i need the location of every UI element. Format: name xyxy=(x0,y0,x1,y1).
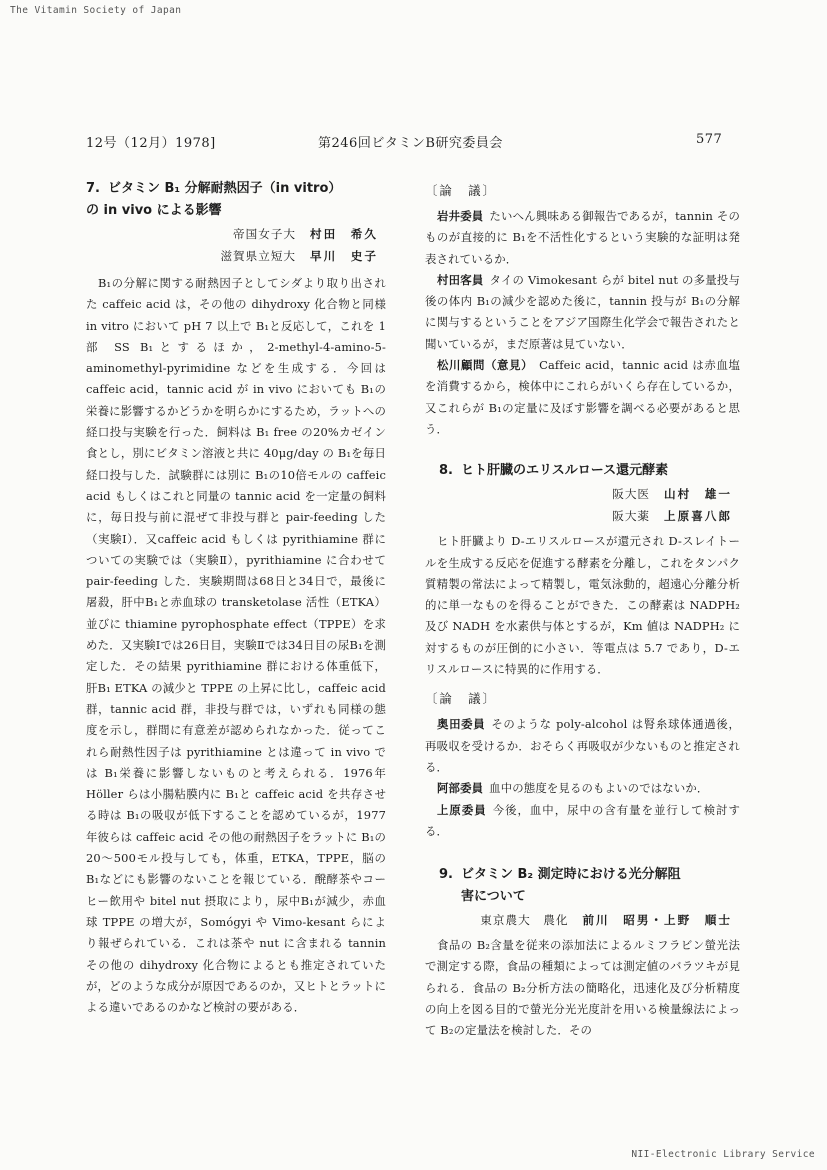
discussion-entry xyxy=(425,778,740,799)
remark: タイの Vimokesant らが bitel nut の多量投与後の体内 B₁の減少を認めた後に，tannin 投与が B₁の分解に関与するということをアジア国際生化学会で報告されたと聞いているが，まだ原著は見ていない． xyxy=(425,272,740,351)
section-9-title-line1: ビタミン B₂ 測定時における光分解阻 xyxy=(461,867,681,883)
author-row xyxy=(86,223,386,245)
discussion-8 xyxy=(425,714,740,842)
remark: そのような poly-alcohol は腎糸球体通過後，再吸収を受けるか．おそらく再吸収が少ないものと推定される． xyxy=(425,717,740,774)
author-name: 山村 雄一 xyxy=(664,487,732,502)
spacer xyxy=(425,842,740,864)
discussion-heading: 〔論 議〕 xyxy=(425,691,497,707)
discussion-entry xyxy=(425,800,740,843)
page-number: 577 xyxy=(696,132,723,147)
discussion-entry xyxy=(425,355,740,440)
author-name: 上原喜八郎 xyxy=(664,509,732,524)
author-affiliation: 帝国女子大 xyxy=(233,227,297,241)
author-row xyxy=(425,909,740,931)
society-watermark: The Vitamin Society of Japan xyxy=(10,5,182,16)
section-7-title-line1: ビタミン B₁ 分解耐熱因子（in vitro） xyxy=(108,181,342,196)
author-affiliation: 阪大薬 xyxy=(612,509,651,524)
discussion-entry xyxy=(425,270,740,355)
author-affiliation: 東京農大 農化 xyxy=(480,913,569,928)
section-9-authors xyxy=(425,909,740,931)
section-8-body: ヒト肝臓より D-エリスルロースが還元され D-スレイトールを生成する反応を促進する酵素を分離し，これをタンパク質精製の常法によって精製し，電気泳動的，超遠心分離分析的に単一なものを得ることができた．この酵素は NADPH₂ 及び NADH を水素供与体とするが，Km 値は NADPH₂ に対するものが圧倒的に小さい．等電点は 5.7 であり，D-エリスルロースに特異的に作用する． xyxy=(425,534,740,677)
author-name: 前川 昭男・上野 順士 xyxy=(582,913,732,928)
discussion-entry xyxy=(425,714,740,778)
speaker: 奥田委員 xyxy=(437,717,486,732)
speaker: 上原委員 xyxy=(437,802,487,817)
spacer xyxy=(425,440,740,460)
discussion-heading: 〔論 議〕 xyxy=(425,183,497,198)
author-row xyxy=(425,483,740,505)
section-7-authors xyxy=(86,223,386,267)
section-9-title xyxy=(425,864,740,886)
section-8-number: 8. xyxy=(439,463,453,479)
section-7-title xyxy=(86,178,386,200)
library-watermark: NII-Electronic Library Service xyxy=(631,1149,815,1160)
remark: 血中の態度を見るのもよいのではないか． xyxy=(489,781,709,796)
author-name: 村田 希久 xyxy=(310,227,378,241)
right-column xyxy=(425,178,740,1042)
section-9-number: 9. xyxy=(439,867,453,883)
discussion-entry xyxy=(425,206,740,270)
author-row xyxy=(86,245,386,267)
speaker: 岩井委員 xyxy=(437,209,484,223)
section-7-title-line2: の in vivo による影響 xyxy=(86,203,222,218)
author-name: 早川 史子 xyxy=(310,249,378,263)
speaker: 村田客員 xyxy=(437,272,484,287)
section-9-body: 食品の B₂含量を従来の添加法によるルミフラビン螢光法で測定する際，食品の種類によっては測定値のバラツキが見られる．食品の B₂分析方法の簡略化，迅速化及び分析精度の向上を図る目的で螢光分光光度計を用いる検量線法によって B₂の定量法を検討した．その xyxy=(425,938,740,1038)
section-7-number: 7. xyxy=(86,181,100,196)
speaker: 松川顧問（意見） xyxy=(437,358,534,373)
section-9-title-line2: 害について xyxy=(461,889,526,905)
remark: Caffeic acid，tannic acid は赤血塩を消費するから，検体中にこれらがいくら存在しているか，又これらが B₁の定量に及ぼす影響を調べる必要があると思う． xyxy=(425,358,740,436)
remark: 今後，血中，尿中の含有量を並行して検討する． xyxy=(425,802,740,838)
section-8-authors xyxy=(425,483,740,527)
author-affiliation: 阪大医 xyxy=(612,487,651,502)
author-affiliation: 滋賀県立短大 xyxy=(220,249,297,263)
issue-label: 12号（12月）1978] xyxy=(86,136,216,151)
author-row xyxy=(425,505,740,527)
section-7-body: B₁の分解に関する耐熱因子としてシダより取り出された caffeic acid は，その他の dihydroxy 化合物と同様 in vitro において pH 7 以上で B₁と反応して，これを 1 部 SS B₁とするほか，2-methyl-4-amino-5-aminomethyl-pyrimidine などを生成する．今回は caffeic acid，tannic acid が in vivo においても B₁の栄養に影響するかどうかを明らかにするため，ラットへの経口投与実験を行った．飼料は B₁ free の20%カゼイン食とし，別にビタミン溶液と共に 40μg/day の B₁を毎日経口投与した．試験群には別に B₁の10倍モルの caffeic acid もしくはこれと同量の tannic acid を一定量の飼料に，毎日投与前に混ぜて非投与群と pair-feeding した（実験Ⅰ）．又caffeic acid もしくは pyrithiamine 群についての実験では（実験Ⅱ），pyrithiamine に合わせて pair-feeding した．実験期間は68日と34日で，最後に屠殺，肝中B₁と赤血球の transketolase 活性（ETKA）並びに thiamine pyrophosphate effect（TPPE）を求めた．又実験Ⅰでは26日目，実験Ⅱでは34日目の尿B₁を測定した．その結果 pyrithiamine 群における体重低下，肝B₁ ETKA の減少と TPPE の上昇に比し，caffeic acid 群，tannic acid 群，非投与群では，いずれも同様の態度を示し，群間に有意差が認められなかった．従ってこれら耐熱性因子は pyrithiamine とは違って in vivo では B₁栄養に影響しないものと考えられる．1976年 Höller らは小腸粘膜内に B₁と caffeic acid を共存させる時は B₁の吸収が低下することを認めているが，1977年彼らは caffeic acid その他の耐熱因子をラットに B₁の20～500モル投与しても，体重，ETKA，TPPE，脳の B₁などにも影響のないことを報じている．醗酵茶やコーヒー飲用や bitel nut 摂取により，尿中B₁が減少，赤血球 TPPE の増大が，Somógyi や Vimo-kesant らにより報ぜられている．これは茶や nut に含まれる tannin その他の dihydroxy 化合物によるとも推定されていたが，どのような成分が原因であるのか，又ヒトとラットによる違いであるのかなど検討の要がある． xyxy=(86,276,386,1015)
section-8-title xyxy=(425,460,740,482)
speaker: 阿部委員 xyxy=(437,781,484,796)
section-8-title-text: ヒト肝臓のエリスルロース還元酵素 xyxy=(461,463,669,479)
remark: たいへん興味ある御報告であるが，tannin そのものが直接的に B₁を不活性化するという実験的な証明は発表されているか． xyxy=(425,209,740,266)
discussion-7 xyxy=(425,206,740,440)
left-column xyxy=(86,178,386,1018)
running-title: 第246回ビタミンB研究委員会 xyxy=(318,136,503,151)
